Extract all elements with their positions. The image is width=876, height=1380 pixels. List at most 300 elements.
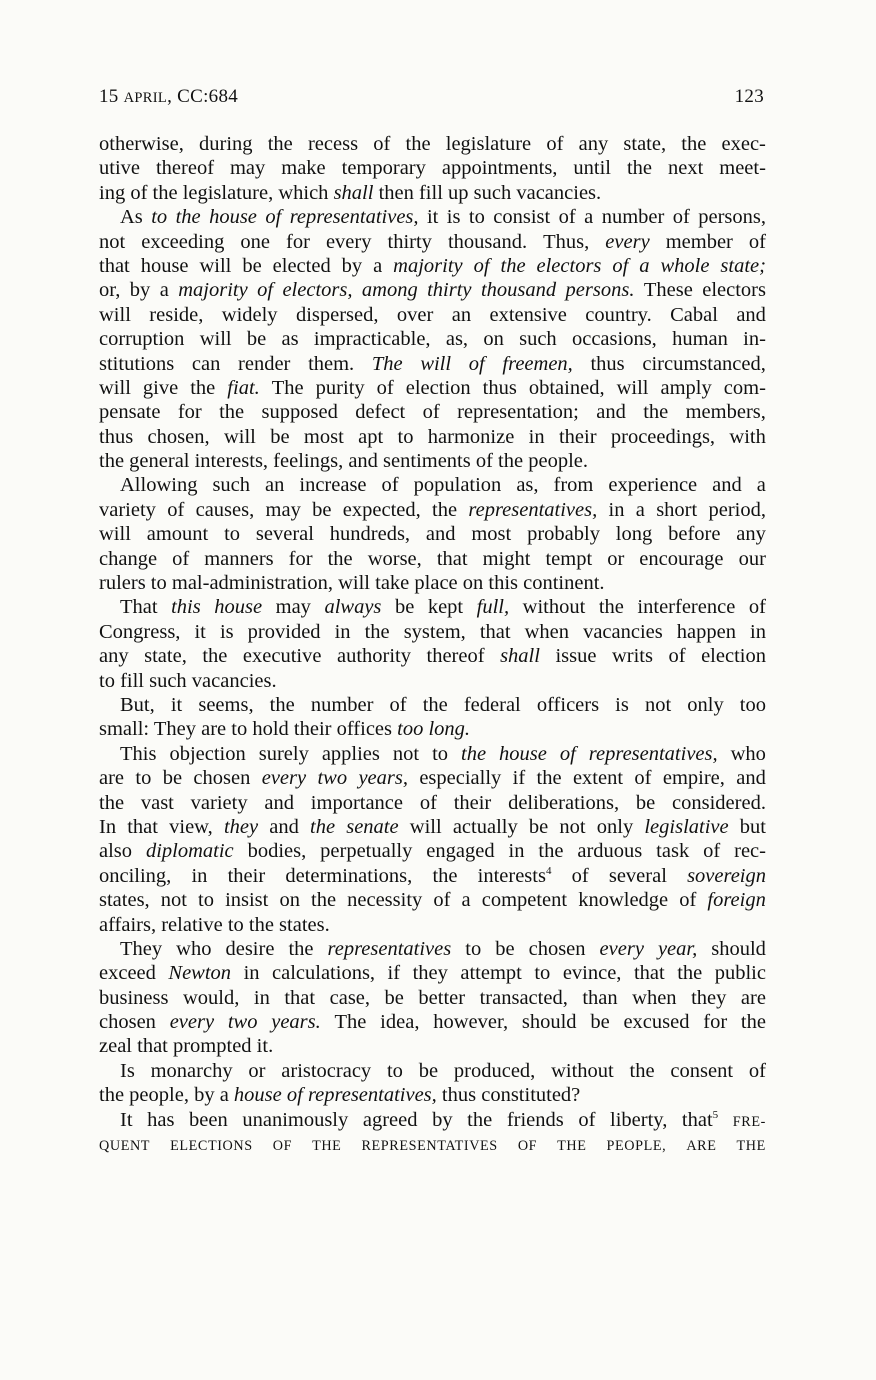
italic-text: electors, — [282, 279, 353, 302]
word — [199, 254, 231, 278]
text-run: member — [665, 230, 733, 253]
text-run: the — [643, 401, 669, 424]
word — [483, 376, 517, 400]
word — [322, 742, 380, 766]
word — [572, 864, 589, 888]
text-run: and — [425, 523, 456, 546]
text-run: not — [559, 815, 586, 838]
text-run: members, — [685, 401, 766, 424]
word — [707, 888, 765, 912]
text-run: But, — [120, 693, 155, 716]
text-run: in — [608, 498, 625, 521]
text-run: vast — [140, 791, 174, 814]
word — [428, 595, 463, 619]
word — [256, 522, 314, 546]
word — [632, 986, 676, 1010]
text-line — [99, 644, 766, 668]
text-line — [99, 717, 766, 741]
word — [176, 937, 211, 961]
text-run: be — [635, 791, 656, 814]
text-run: of — [668, 645, 686, 668]
word — [481, 278, 556, 302]
italic-text: whole — [660, 254, 710, 277]
word — [642, 352, 766, 376]
word — [660, 254, 709, 278]
word — [222, 303, 278, 327]
word — [426, 839, 494, 863]
word — [228, 1010, 258, 1034]
word — [637, 595, 735, 619]
text-run: the — [190, 376, 216, 399]
word — [545, 547, 592, 571]
word — [312, 1132, 341, 1156]
text-line — [99, 595, 766, 619]
word — [99, 498, 156, 522]
text-run: encourage — [639, 547, 724, 570]
word — [432, 498, 457, 522]
word — [687, 693, 723, 717]
text-run: is — [219, 620, 234, 643]
word — [337, 644, 411, 668]
text-run: necessity — [347, 889, 423, 912]
word — [419, 766, 501, 790]
text-run: consist — [493, 206, 551, 229]
text-run: it — [170, 693, 183, 716]
text-run: of — [571, 864, 589, 887]
text-run: the — [311, 889, 337, 912]
word — [739, 547, 766, 571]
text-run: thus — [590, 352, 625, 375]
word — [200, 327, 232, 351]
word — [361, 1132, 497, 1156]
text-run: an — [265, 474, 285, 497]
text-run: and — [712, 474, 742, 497]
text-run: the — [677, 962, 703, 985]
word — [537, 766, 562, 790]
text-run: bodies, — [247, 840, 307, 863]
text-run: are — [740, 986, 766, 1009]
text-line — [99, 571, 766, 595]
text-run: or — [248, 1059, 266, 1082]
header-document-id: , CC:684 — [167, 86, 239, 107]
text-line — [99, 400, 766, 424]
text-run: state, — [623, 133, 667, 155]
text-run: the — [432, 498, 458, 521]
word — [623, 1010, 689, 1034]
word — [262, 766, 306, 790]
text-run: engaged — [426, 840, 495, 863]
word — [304, 425, 344, 449]
text-run: small: They are to hold their offices — [99, 718, 398, 741]
word — [99, 352, 174, 376]
italic-text: house — [499, 742, 547, 765]
word — [656, 839, 689, 863]
text-run: by — [129, 279, 151, 302]
italic-text: will — [420, 352, 452, 375]
text-run: them. — [308, 352, 355, 375]
italic-text: among — [361, 279, 418, 302]
text-run: and — [736, 303, 766, 326]
word — [228, 864, 266, 888]
word — [120, 473, 197, 497]
text-run: It — [120, 1108, 133, 1131]
text-run: manners — [204, 547, 274, 570]
text-run: proceedings, — [610, 425, 716, 448]
text-run: persons, — [698, 206, 766, 229]
text-line — [99, 132, 766, 156]
word — [584, 205, 593, 229]
word — [224, 815, 258, 839]
text-run: chosen — [99, 1011, 156, 1034]
word — [579, 132, 609, 156]
text-run: importance — [310, 791, 404, 814]
word — [733, 1108, 766, 1132]
text-run: be — [384, 986, 404, 1009]
text-run: OF — [272, 1138, 293, 1155]
word — [202, 644, 227, 668]
word — [420, 791, 437, 815]
text-run: ing of the legislature, which — [99, 181, 334, 204]
word — [310, 815, 335, 839]
text-run: supposed — [261, 401, 338, 424]
word — [326, 230, 372, 254]
italic-text: of — [559, 742, 576, 765]
text-run: a — [584, 206, 594, 229]
text-run: of — [679, 889, 697, 912]
word — [453, 815, 518, 839]
text-run: issue — [555, 645, 597, 668]
word — [471, 522, 511, 546]
text-run: from — [553, 474, 594, 497]
word — [597, 815, 633, 839]
word — [557, 1132, 586, 1156]
italic-text: they — [223, 815, 259, 838]
text-run: unanimously — [242, 1108, 349, 1131]
text-run: stitutions — [99, 352, 175, 375]
text-run: a — [373, 254, 383, 277]
word — [437, 547, 468, 571]
word — [373, 254, 382, 278]
italic-text: representatives — [327, 937, 452, 960]
text-run: system, — [403, 620, 466, 643]
word — [224, 522, 240, 546]
italic-text: majority — [393, 254, 463, 277]
text-run: population — [413, 474, 502, 497]
text-run: can — [191, 352, 221, 375]
italic-text: always — [324, 596, 382, 619]
word — [147, 1108, 174, 1132]
text-run: meet- — [719, 157, 766, 180]
text-run: will — [99, 376, 131, 399]
text-line — [99, 327, 766, 351]
word — [314, 327, 431, 351]
text-run: election — [701, 645, 766, 668]
word — [141, 230, 224, 254]
word — [406, 376, 471, 400]
text-run: of — [748, 1059, 766, 1082]
text-run: Allowing — [120, 474, 198, 497]
text-run: knowledge — [578, 889, 669, 912]
italic-text: this — [171, 596, 201, 619]
word — [149, 303, 203, 327]
text-line — [99, 425, 766, 449]
word — [462, 888, 471, 912]
text-run: produced, — [453, 1059, 536, 1082]
word — [554, 473, 594, 497]
word — [286, 230, 310, 254]
word — [672, 327, 728, 351]
word — [419, 1059, 438, 1083]
word — [248, 1059, 265, 1083]
word — [219, 400, 244, 424]
text-run: REPRESENTATIVES — [361, 1138, 498, 1155]
word — [194, 620, 205, 644]
word — [608, 473, 697, 497]
text-run: several — [608, 864, 667, 887]
word — [397, 303, 433, 327]
text-run: That — [120, 596, 158, 619]
text-run: of — [422, 401, 440, 424]
text-run: thousand. — [447, 230, 528, 253]
word — [285, 864, 412, 888]
italic-text: every — [169, 1011, 215, 1034]
text-run: however, — [433, 1011, 509, 1034]
italic-text: freemen, — [502, 352, 573, 375]
text-run: in — [334, 620, 351, 643]
word — [204, 547, 273, 571]
word — [170, 1010, 214, 1034]
text-line — [99, 791, 766, 815]
text-run: widely — [221, 303, 278, 326]
text-run: circumstanced, — [642, 352, 766, 375]
italic-text: two — [317, 767, 348, 790]
word — [168, 961, 231, 985]
text-line — [99, 1132, 766, 1156]
word — [99, 888, 150, 912]
text-run: in — [508, 840, 525, 863]
word — [156, 156, 214, 180]
text-run: the people, by a — [99, 1084, 234, 1107]
text-run: then fill up such vacancies. — [373, 181, 602, 204]
word — [346, 815, 398, 839]
text-line — [99, 1059, 766, 1083]
word — [477, 595, 509, 619]
text-run: for — [703, 1011, 728, 1034]
word — [740, 815, 766, 839]
word — [372, 352, 403, 376]
word — [639, 547, 723, 571]
italic-text: the — [500, 254, 526, 277]
text-line — [99, 498, 766, 522]
italic-text: senate — [346, 815, 399, 838]
text-run: human — [672, 328, 728, 351]
word — [311, 888, 336, 912]
text-run: without — [522, 596, 586, 619]
word — [242, 254, 261, 278]
word — [248, 620, 321, 644]
word — [507, 1108, 564, 1132]
word — [99, 620, 180, 644]
text-run: case, — [329, 986, 371, 1009]
text-line — [99, 303, 766, 327]
text-run: reside, — [149, 303, 204, 326]
word — [271, 1010, 321, 1034]
word — [474, 254, 490, 278]
word — [432, 1108, 453, 1132]
text-run: over — [396, 303, 434, 326]
text-run: be — [270, 425, 290, 448]
text-run: expected, — [342, 498, 421, 521]
text-run: worse, — [367, 547, 422, 570]
word — [467, 1108, 492, 1132]
text-line — [99, 839, 766, 863]
word — [715, 961, 766, 985]
text-run: corruption — [99, 328, 185, 351]
word — [661, 376, 712, 400]
text-run: on — [483, 328, 504, 351]
footnote-ref[interactable]: 5 — [712, 1108, 719, 1121]
word — [643, 400, 668, 424]
word — [644, 815, 728, 839]
word — [709, 498, 767, 522]
text-run: interference — [637, 596, 736, 619]
text-run: of — [703, 840, 721, 863]
word — [288, 937, 313, 961]
page-number: 123 — [734, 86, 764, 107]
word — [99, 522, 131, 546]
italic-text: thirty — [427, 279, 472, 302]
word — [289, 547, 313, 571]
word — [743, 327, 766, 351]
text-run: of — [389, 693, 407, 716]
word — [272, 961, 375, 985]
word — [534, 961, 550, 985]
text-run: The — [271, 376, 304, 399]
italic-text: fiat. — [227, 376, 260, 399]
word — [388, 230, 432, 254]
text-run: has — [147, 1108, 175, 1131]
text-run: temporary — [341, 157, 426, 180]
italic-text: legislative — [644, 815, 729, 838]
word — [656, 498, 697, 522]
word — [423, 693, 448, 717]
text-run: chosen — [528, 937, 586, 960]
text-run: desire — [225, 937, 275, 960]
word — [212, 473, 250, 497]
word — [572, 327, 657, 351]
text-run: several — [255, 523, 314, 546]
text-line — [99, 449, 766, 473]
word — [99, 766, 124, 790]
text-run: too — [739, 693, 766, 716]
text-run: they — [691, 986, 727, 1009]
text-line — [99, 254, 766, 278]
text-run: of — [172, 547, 190, 570]
italic-text: years. — [271, 1011, 321, 1034]
word — [170, 1132, 253, 1156]
word — [602, 205, 665, 229]
word — [141, 254, 189, 278]
text-run: number — [310, 693, 374, 716]
text-run: a — [461, 889, 471, 912]
text-run: determinations, — [285, 864, 413, 887]
word — [607, 547, 624, 571]
text-run: will — [616, 376, 649, 399]
word — [328, 937, 452, 961]
text-run: writs — [611, 645, 653, 668]
text-run: attempt — [460, 962, 522, 985]
word — [719, 156, 766, 180]
italic-text: of — [468, 352, 485, 375]
word — [686, 400, 766, 424]
text-run: by — [432, 1108, 453, 1131]
word — [559, 205, 576, 229]
word — [609, 498, 625, 522]
text-run: will — [99, 303, 131, 326]
word — [99, 791, 124, 815]
word — [461, 742, 486, 766]
word — [600, 937, 644, 961]
text-run: might — [482, 547, 531, 570]
word — [639, 254, 649, 278]
text-run: it — [194, 620, 206, 643]
text-run: been — [189, 1108, 228, 1131]
text-run: dispersed, — [295, 303, 379, 326]
word — [99, 156, 140, 180]
word — [741, 1010, 766, 1034]
text-run: the — [405, 133, 431, 155]
text-run: be — [246, 328, 267, 351]
word — [527, 522, 600, 546]
text-run: obtained, — [528, 376, 605, 399]
italic-text: sovereign — [687, 864, 766, 887]
text-run: for — [286, 230, 310, 253]
italic-text: the — [175, 206, 201, 229]
word — [269, 815, 299, 839]
text-run: with — [729, 425, 766, 448]
word — [712, 473, 742, 497]
word — [636, 498, 645, 522]
text-run: of — [634, 767, 652, 790]
word — [243, 644, 322, 668]
word — [410, 815, 442, 839]
word — [99, 400, 160, 424]
text-run: to — [397, 425, 414, 448]
text-run: friends — [506, 1108, 564, 1131]
text-run: and — [264, 791, 294, 814]
word — [368, 547, 422, 571]
word — [282, 327, 299, 351]
text-run: not — [99, 230, 126, 253]
word — [388, 961, 401, 985]
word — [537, 254, 602, 278]
word — [120, 205, 143, 229]
word — [99, 376, 131, 400]
text-run: chosen — [193, 767, 251, 790]
text-run: be — [242, 254, 262, 277]
word — [99, 1010, 156, 1034]
italic-text: Newton — [168, 962, 232, 985]
text-run: that — [681, 1108, 713, 1131]
footnote-ref[interactable]: 4 — [545, 864, 552, 877]
word — [668, 156, 703, 180]
text-run: next — [667, 157, 704, 180]
text-run: in- — [743, 328, 766, 351]
word — [387, 1059, 403, 1083]
word — [529, 425, 545, 449]
italic-text: the — [310, 815, 336, 838]
word — [167, 498, 184, 522]
